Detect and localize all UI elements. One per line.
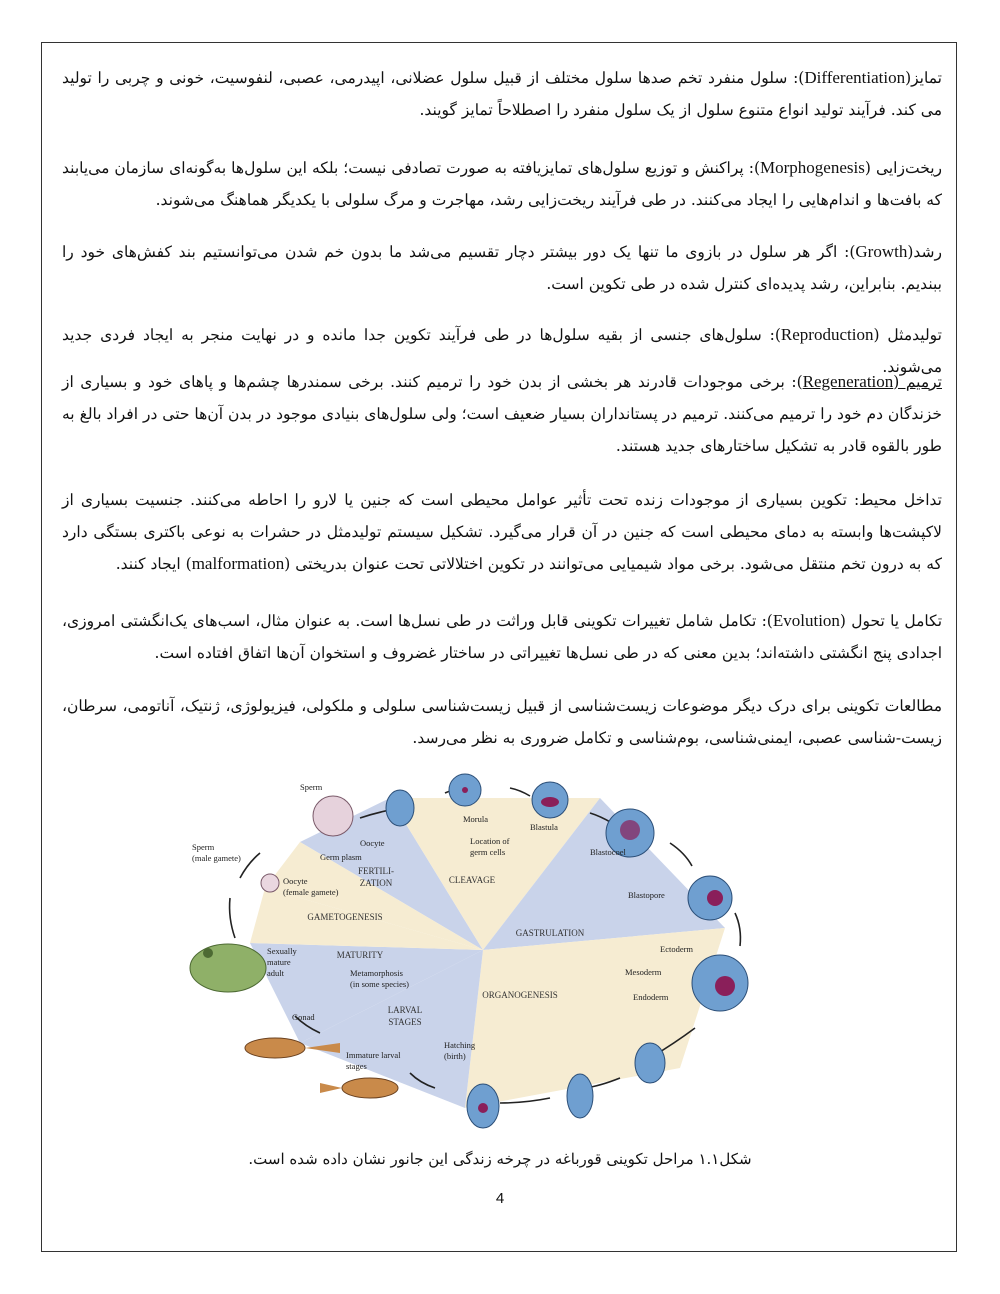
- para-prefix: رشد(: [907, 243, 942, 261]
- label-gonad: Gonad: [292, 1012, 315, 1022]
- sector-organogenesis: [465, 928, 725, 1108]
- paragraph-environment: [62, 484, 942, 580]
- frog-eye: [203, 948, 213, 958]
- para-body: ): پراکنش و توزیع سلول‌های تمایزیافته به صورت تصادفی نیست؛ بلکه این سلول‌ها به‌گونه‌ای سازمان می‌یابند که بافت‌ها و اندام‌هایی را ایجاد می‌کنند. در طی فرآیند ریخت‌زایی رشد، مهاجرت و مرگ سلولی با یکدیگر هماهنگ می‌شوند.: [62, 159, 942, 209]
- embryo-2cell: [386, 790, 414, 826]
- term-evolution: Evolution: [772, 611, 840, 630]
- arrow: [240, 853, 260, 878]
- stage-fertilization: FERTILI-: [358, 866, 394, 876]
- paragraph-growth: [62, 236, 942, 300]
- para-prefix: تکامل یا تحول (: [839, 612, 943, 630]
- label-mesoderm: Mesoderm: [625, 967, 662, 977]
- paragraph-evolution: [62, 605, 942, 669]
- label-sexually-1: Sexually: [267, 946, 297, 956]
- tadpole-tail-1: [320, 1083, 342, 1093]
- stage-cleavage: CLEAVAGE: [448, 875, 496, 885]
- label-immature-1: Immature larval: [346, 1050, 401, 1060]
- label-hatching-2: (birth): [444, 1051, 466, 1061]
- hatchling-germ: [478, 1103, 488, 1113]
- tadpole-2: [245, 1038, 305, 1058]
- neurula-shape: [635, 1043, 665, 1083]
- label-immature-2: stages: [346, 1061, 367, 1071]
- label-blastocoel: Blastocoel: [590, 847, 626, 857]
- term-regeneration: Regeneration: [802, 372, 894, 391]
- para-suffix: ) ایجاد کنند.: [115, 555, 192, 573]
- frog-body: [190, 944, 266, 992]
- life-cycle-diagram: [180, 768, 780, 1133]
- stage-larval: LARVAL: [387, 1005, 423, 1015]
- label-blastopore: Blastopore: [628, 890, 665, 900]
- tailbud-shape: [567, 1074, 593, 1118]
- stage-fertilization-2: ZATION: [359, 878, 393, 888]
- label-sexually-3: adult: [267, 968, 284, 978]
- paragraph-differentiation: [62, 62, 942, 126]
- label-location-2: germ cells: [470, 847, 506, 857]
- term-reproduction: Reproduction: [780, 325, 874, 344]
- para-prefix: تولیدمثل (: [873, 326, 942, 344]
- para-body: ): سلول منفرد تخم صدها سلول مختلف از قبیل سلول عضلانی، اپیدرمی، عصبی، لنفوسیت، خونی و چربی را تولید می کند. فرآیند تولید انواع متنوع سلول از یک سلول منفرد را اصطلاحاً تمایز گویند.: [62, 69, 942, 119]
- label-sperm-male-2: (male gamete): [192, 853, 241, 863]
- label-sexually-2: mature: [267, 957, 291, 967]
- oocyte-shape: [313, 796, 353, 836]
- arrow: [510, 788, 530, 796]
- arrow: [670, 843, 692, 866]
- label-location-1: Location of: [470, 836, 510, 846]
- label-metamorphosis-1: Metamorphosis: [350, 968, 403, 978]
- para-text: مطالعات تکوینی برای درک دیگر موضوعات زیست‌شناسی از قبیل زیست‌شناسی سلولی و ملکولی، فیزیولوژی، ژنتیک، آناتومی، سرطان، زیست-شناسی عصبی، ایمنی‌شناسی، بوم‌شناسی و تکامل ضروری به نظر می‌رسد.: [62, 697, 942, 747]
- stage-larval-2: STAGES: [388, 1017, 422, 1027]
- label-oocyte-female-1: Oocyte: [283, 876, 308, 886]
- gastrula-inner: [715, 976, 735, 996]
- label-ectoderm: Ectoderm: [660, 944, 694, 954]
- germ-cells-shape: [541, 797, 559, 807]
- tadpole-1: [342, 1078, 398, 1098]
- term-malformation: malformation: [191, 554, 285, 573]
- label-metamorphosis-2: (in some species): [350, 979, 410, 989]
- label-sperm-male-1: Sperm: [192, 842, 215, 852]
- arrow: [230, 898, 235, 938]
- stage-organogenesis: ORGANOGENESIS: [482, 990, 558, 1000]
- para-body: ): تکامل شامل تغییرات تکوینی قابل وراثت در طی نسل‌ها است. به عنوان مثال، اسب‌های یک‌انگشتی امروزی، اجدادی پنج انگشتی داشته‌اند؛ بدین معنی که در طی نسل‌ها تغییراتی در ساختار غضروف و استخوان آن‌ها اتفاق افتاده است.: [62, 612, 942, 662]
- term-differentiation: Differentiation: [804, 68, 906, 87]
- label-germ-plasm: Germ plasm: [320, 852, 362, 862]
- small-oocyte-shape: [261, 874, 279, 892]
- label-endoderm: Endoderm: [633, 992, 669, 1002]
- label-oocyte: Oocyte: [360, 838, 385, 848]
- stage-maturity: MATURITY: [336, 950, 384, 960]
- para-prefix: ترمیم (: [893, 373, 942, 391]
- label-morula: Morula: [463, 814, 489, 824]
- paragraph-studies: [62, 690, 942, 754]
- para-body: ): برخی موجودات قادرند هر بخشی از بدن خود را ترمیم کنند. برخی سمندرها چشم‌ها و پاهای خود و بسیاری از خزندگان دم خود را ترمیم می‌کنند. ترمیم در پستانداران بسیار ضعیف است؛ ولی سلول‌های بنیادی موجود در بدن آن‌ها حتی در افراد بالغ به طور بالقوه قادر به تشکیل ساختارهای جدید هستند.: [62, 373, 942, 455]
- germ-plasm-dot: [462, 787, 468, 793]
- blastopore-inner: [707, 890, 723, 906]
- label-oocyte-female-2: (female gamete): [283, 887, 339, 897]
- label-blastula: Blastula: [530, 822, 558, 832]
- blastocoel-inner: [620, 820, 640, 840]
- para-text: تداخل محیط: تکوین بسیاری از موجودات زنده تحت تأثیر عوامل محیطی است که جنین یا لارو را احاطه می‌کنند. جنسیت بسیاری از لاکپشت‌ها وابسته به دمای محیطی است که جنین در آن قرار می‌گیرد. تشکیل سیستم تولیدمثل در حشرات به نوعی باکتری بستگی دارد که به درون تخم منتقل می‌شود. برخی مواد شیمیایی می‌توانند در تکوین اختلالاتی تحت عنوان بدریختی (: [62, 491, 942, 573]
- frog-life-cycle-figure: [180, 768, 780, 1133]
- term-growth: Growth: [855, 242, 908, 261]
- para-body: ): سلول‌های جنسی از بقیه سلول‌ها در طی فرآیند تکوین جدا مانده و در نهایت منجر به ایجاد فردی جدید می‌شوند.: [62, 326, 942, 376]
- arrow: [735, 913, 740, 946]
- label-hatching-1: Hatching: [444, 1040, 476, 1050]
- para-prefix: تمایز(: [905, 69, 942, 87]
- paragraph-morphogenesis: [62, 152, 942, 216]
- stage-gastrulation: GASTRULATION: [515, 928, 585, 938]
- term-morphogenesis: Morphogenesis: [760, 158, 865, 177]
- para-prefix: ریخت‌زایی (: [864, 159, 942, 177]
- para-body: ): اگر هر سلول در بازوی ما تنها یک دور بیشتر دچار تقسیم می‌شد ما بدون خم شدن می‌توانستیم بند کفش‌های خود را ببندیم. بنابراین، رشد پدیده‌ای کنترل شده در طی تکوین است.: [62, 243, 942, 293]
- paragraph-regeneration: [62, 366, 942, 462]
- figure-caption: شکل۱.۱ مراحل تکوینی قورباغه در چرخه زندگی این جانور نشان داده شده است.: [248, 1150, 752, 1168]
- page-number: 4: [495, 1190, 505, 1207]
- stage-gametogenesis: GAMETOGENESIS: [307, 912, 383, 922]
- label-sperm-top: Sperm: [300, 782, 323, 792]
